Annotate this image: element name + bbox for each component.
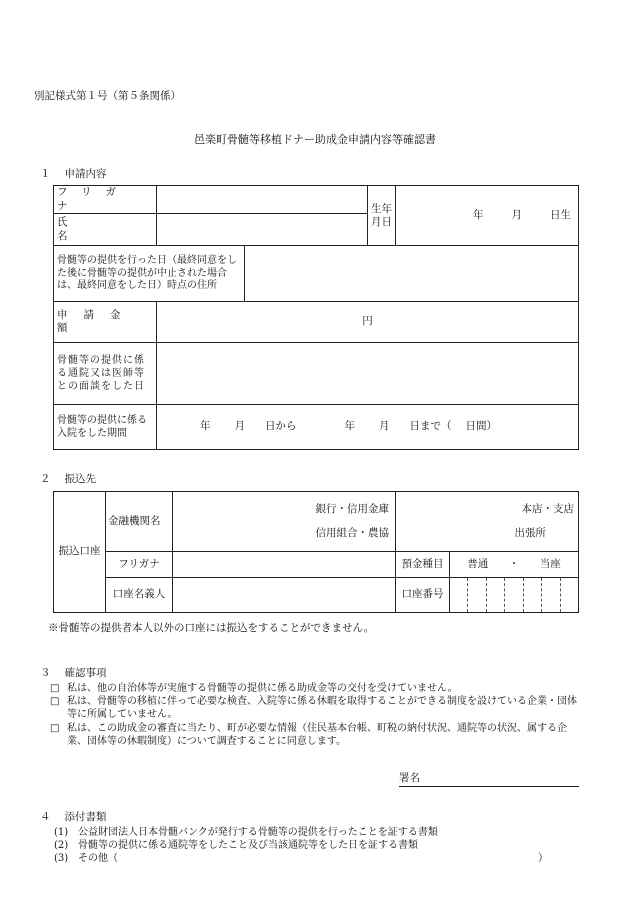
account-number-label: 口座番号 — [396, 578, 450, 613]
branch-type-field[interactable]: 本店・支店 出張所 — [396, 492, 579, 552]
confirmation-list — [50, 682, 586, 748]
other-close-paren: ） — [538, 853, 548, 865]
account-label: 振込口座 — [54, 492, 106, 613]
signature-label: 署名 — [399, 772, 420, 784]
name-field[interactable] — [157, 214, 368, 246]
bank-name-label: 金融機関名 — [106, 492, 173, 552]
furigana-field-2[interactable] — [173, 552, 396, 578]
furigana-label: フリガナ — [54, 186, 157, 214]
checkbox-1[interactable]: □ — [50, 683, 60, 694]
furigana-field[interactable] — [157, 186, 368, 214]
furigana-label-2: フリガナ — [106, 552, 173, 578]
account-number-field[interactable] — [450, 578, 579, 613]
amount-label: 申請金額 — [54, 302, 157, 343]
page-title: 邑楽町骨髄等移植ドナー助成金申請内容等確認書 — [194, 133, 436, 146]
attachment-item: (2) 骨髄等の提供に係る通院等をしたこと及び当該通院等をした日を証する書類 — [54, 840, 418, 852]
birthdate-field[interactable]: 年 月 日生 — [396, 186, 579, 246]
deposit-type-field[interactable]: 普通 ・ 当座 — [450, 552, 579, 578]
application-table — [53, 185, 579, 450]
deposit-type-label: 預金種目 — [396, 552, 450, 578]
amount-field[interactable]: 円 — [157, 302, 579, 343]
period-label: 骨髄等の提供に係る入院をした期間 — [54, 405, 157, 450]
attachment-item: (1) 公益財団法人日本骨髄バンクが発行する骨髄等の提供を行ったことを証する書類 — [54, 827, 438, 838]
confirmation-item: □ 私は、この助成金の審査に当たり、町が必要な情報（住民基本台帳、町税の納付状況、通院等の状況、属する企業、団体等の休暇制度）について調査することに同意します。 — [50, 722, 567, 747]
section-1-heading: １ 申請内容 — [40, 168, 107, 180]
visit-label: 骨髄等の提供に係る通院又は医師等との面談をした日 — [54, 343, 157, 405]
confirmation-item: □ 私は、骨髄等の移植に伴って必要な検査、入院等に係る休暇を取得することができる制度を設けている企業・団体等に所属していません。 — [50, 696, 577, 721]
account-holder-label: 口座名義人 — [106, 578, 173, 613]
confirmation-item: □ 私は、他の自治体等が実施する骨髄等の提供に係る助成金等の交付を受けていません。 — [50, 683, 458, 694]
name-label: 氏名 — [54, 214, 157, 246]
visit-field[interactable] — [157, 343, 579, 405]
address-field[interactable] — [245, 246, 579, 302]
period-field[interactable]: 年 月 日から 年 月 日まで（ 日間） — [157, 405, 579, 450]
section-4-heading: ４ 添付書類 — [40, 811, 107, 823]
address-label: 骨髄等の提供を行った日（最終同意をした後に骨髄等の提供が中止された場合は、最終同意をした日）時点の住所 — [54, 246, 245, 302]
bank-type-field[interactable]: 銀行・信用金庫 信用組合・農協 — [173, 492, 396, 552]
attachment-list — [54, 826, 584, 866]
account-holder-field[interactable] — [173, 578, 396, 613]
signature-line[interactable] — [399, 786, 579, 787]
birthdate-label: 生年 月日 — [368, 186, 396, 246]
bank-table — [53, 491, 579, 613]
checkbox-3[interactable]: □ — [50, 722, 60, 734]
transfer-note: ※骨髄等の提供者本人以外の口座には振込をすることができません。 — [48, 622, 375, 634]
section-2-heading: ２ 振込先 — [40, 473, 96, 485]
checkbox-2[interactable]: □ — [50, 696, 60, 708]
form-number: 別記様式第１号（第５条関係） — [34, 90, 181, 102]
section-3-heading: ３ 確認事項 — [40, 667, 107, 679]
attachment-item: (3) その他（ ） — [54, 853, 548, 865]
